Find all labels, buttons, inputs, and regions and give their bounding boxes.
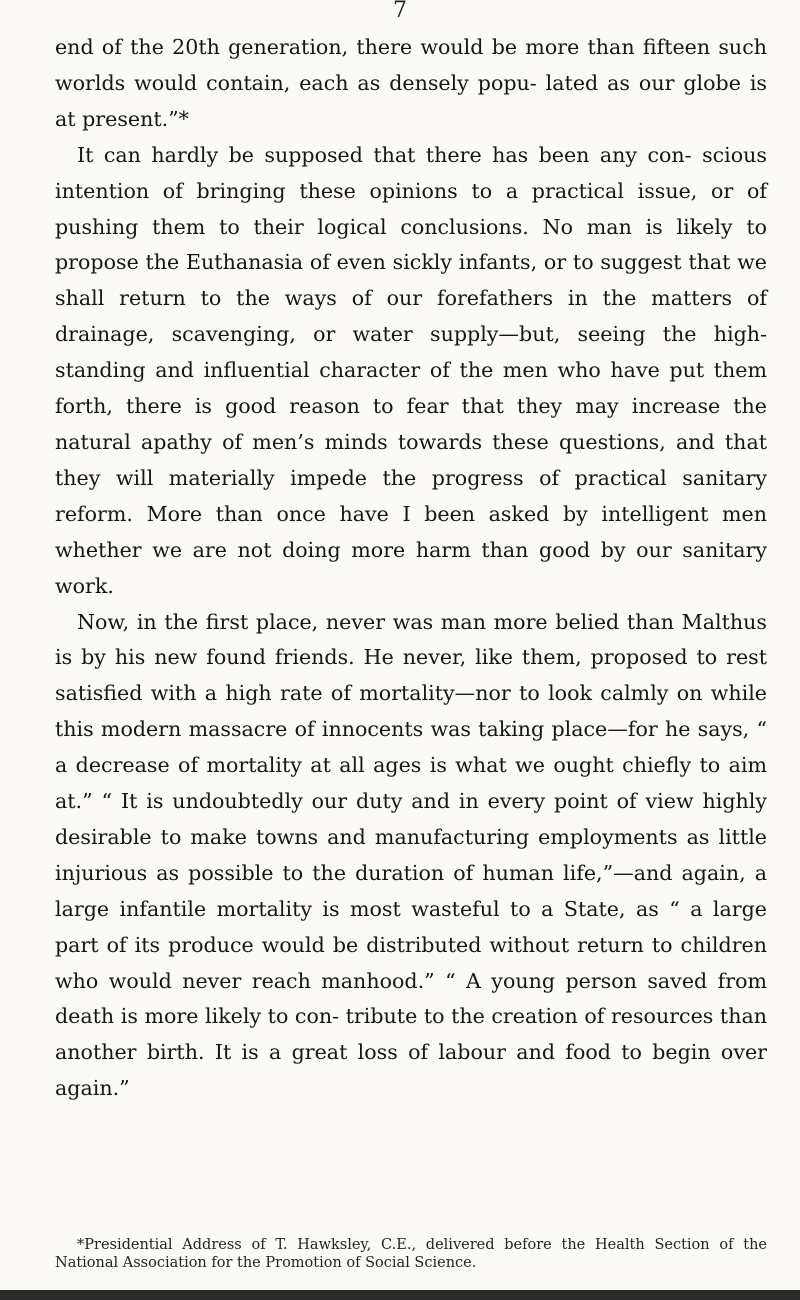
body-text xyxy=(55,30,767,1107)
paragraph-continuation: end of the 20th generation, there would be more than fifteen such worlds would contain, each as densely popu- lated as our globe is at present.”* xyxy=(55,35,767,131)
paragraph-malthus: Now, in the first place, never was man more belied than Malthus is by his new found friends. He never, like them, proposed to rest satisfied with a high rate of mortality—nor to look calmly on while this modern massacre of innocents was taking place—for he says, “ a decrease of mortality at all ages is what we ought chiefly to aim at.” “ It is undoubtedly our duty and in every point of view highly desirable to make towns and manufacturing employments as little injurious as possible to the duration of human life,”—and again, a large infantile mortality is most wasteful to a State, as “ a large part of its produce would be distributed without return to children who would never reach manhood.” “ A young person saved from death is more likely to con- tribute to the creation of resources than another birth. It is a great loss of labour and food to begin over again.” xyxy=(55,609,767,1101)
page-number: 7 xyxy=(393,0,407,23)
paragraph-sanitary-reform: It can hardly be supposed that there has been any con- scious intention of bringing these opinions to a practical issue, or of pushing them to their logical conclusions. No man is likely to propose the Euthanasia of even sickly infants, or to suggest that we shall return to the ways of our forefathers in the matters of drainage, scavenging, or water supply—but, seeing the high-standing and influential character of the men who have put them forth, there is good reason to fear that they may increase the natural apathy of men’s minds towards these questions, and that they will materially impede the progress of practical sanitary reform. More than once have I been asked by intelligent men whether we are not doing more harm than good by our sanitary work. xyxy=(55,142,767,598)
scan-edge-bar xyxy=(0,1290,800,1300)
footnote: *Presidential Address of T. Hawksley, C.E., delivered before the Health Section of the National Association for the Promotion of Social Science. xyxy=(55,1237,767,1271)
